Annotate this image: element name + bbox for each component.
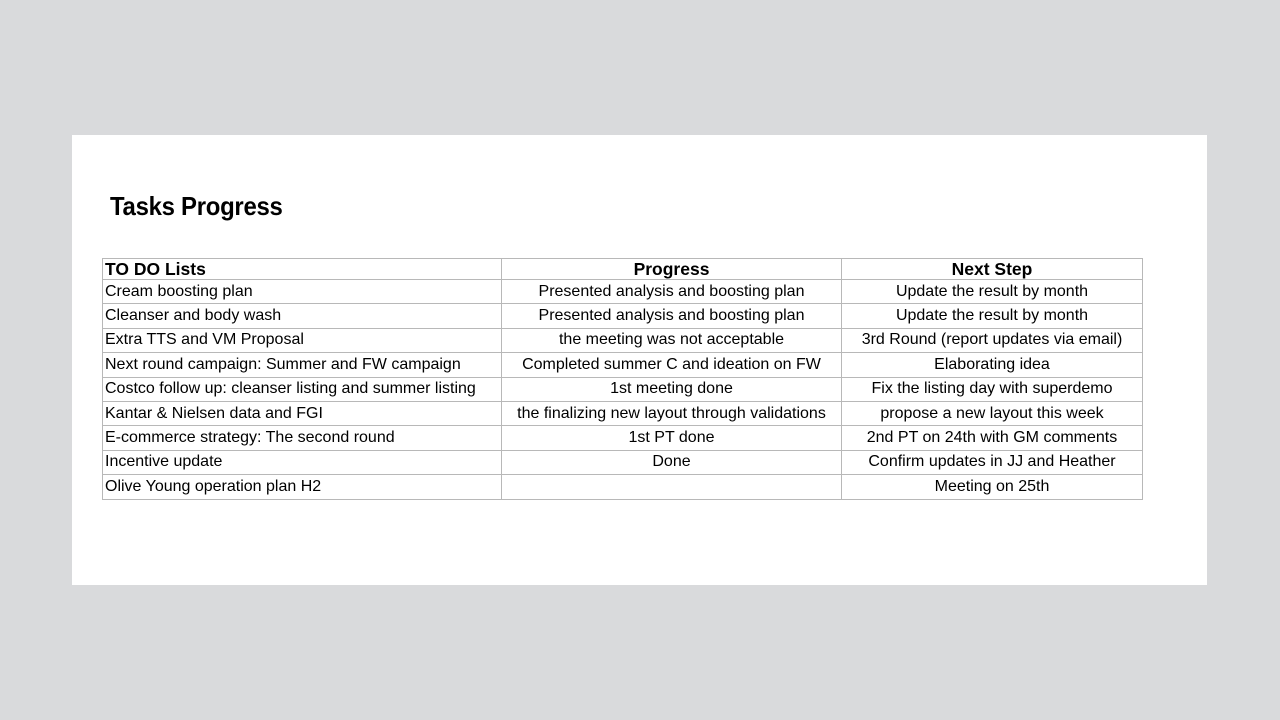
next-step-cell: Confirm updates in JJ and Heather xyxy=(842,450,1143,474)
progress-cell: the meeting was not acceptable xyxy=(502,328,842,352)
progress-cell: the finalizing new layout through validations xyxy=(502,401,842,425)
next-step-cell: 2nd PT on 24th with GM comments xyxy=(842,426,1143,450)
table-row xyxy=(103,475,1143,499)
next-step-cell: Elaborating idea xyxy=(842,353,1143,377)
progress-cell: Presented analysis and boosting plan xyxy=(502,304,842,328)
table-row xyxy=(103,426,1143,450)
progress-cell: Presented analysis and boosting plan xyxy=(502,280,842,304)
slide xyxy=(72,135,1207,585)
table-row xyxy=(103,280,1143,304)
progress-cell: 1st meeting done xyxy=(502,377,842,401)
next-step-cell: Update the result by month xyxy=(842,280,1143,304)
todo-cell: Incentive update xyxy=(103,450,502,474)
table-row xyxy=(103,328,1143,352)
todo-cell: Extra TTS and VM Proposal xyxy=(103,328,502,352)
next-step-cell: 3rd Round (report updates via email) xyxy=(842,328,1143,352)
todo-cell: E-commerce strategy: The second round xyxy=(103,426,502,450)
progress-cell xyxy=(502,475,842,499)
table-row xyxy=(103,377,1143,401)
table-row xyxy=(103,353,1143,377)
table-row xyxy=(103,401,1143,425)
column-header-progress: Progress xyxy=(502,259,842,280)
column-header-todo: TO DO Lists xyxy=(103,259,502,280)
todo-cell: Kantar & Nielsen data and FGI xyxy=(103,401,502,425)
todo-cell: Costco follow up: cleanser listing and summer listing xyxy=(103,377,502,401)
todo-cell: Cleanser and body wash xyxy=(103,304,502,328)
table-row xyxy=(103,304,1143,328)
page-title: Tasks Progress xyxy=(110,191,283,221)
progress-cell: Done xyxy=(502,450,842,474)
tasks-table xyxy=(102,258,1143,500)
table-row xyxy=(103,450,1143,474)
next-step-cell: Update the result by month xyxy=(842,304,1143,328)
progress-cell: Completed summer C and ideation on FW xyxy=(502,353,842,377)
progress-cell: 1st PT done xyxy=(502,426,842,450)
column-header-next-step: Next Step xyxy=(842,259,1143,280)
next-step-cell: Fix the listing day with superdemo xyxy=(842,377,1143,401)
table-header-row xyxy=(103,259,1143,280)
todo-cell: Next round campaign: Summer and FW campaign xyxy=(103,353,502,377)
next-step-cell: Meeting on 25th xyxy=(842,475,1143,499)
next-step-cell: propose a new layout this week xyxy=(842,401,1143,425)
todo-cell: Olive Young operation plan H2 xyxy=(103,475,502,499)
todo-cell: Cream boosting plan xyxy=(103,280,502,304)
